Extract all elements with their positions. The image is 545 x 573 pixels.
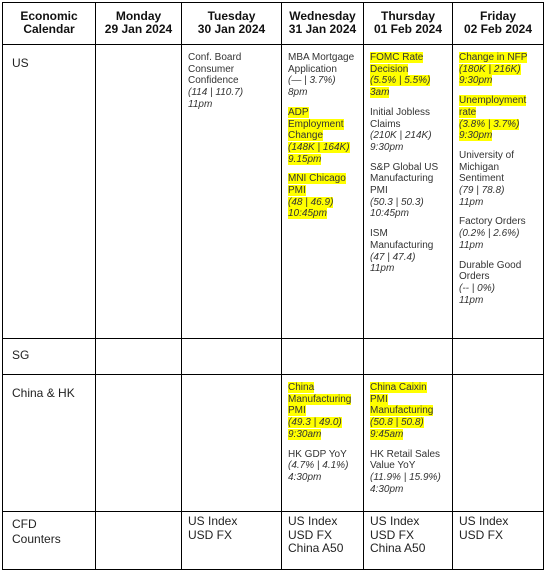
cfd-counter: USD FX — [288, 527, 333, 542]
event-values: (180K | 216K) — [459, 63, 521, 75]
calendar-event — [459, 216, 538, 251]
row-us — [3, 45, 544, 339]
event-title: ISM Manufacturing — [370, 228, 434, 251]
day-name: Wednesday — [289, 9, 356, 23]
day-header-tuesday — [182, 3, 282, 45]
event-title: China Caixin PMI Manufacturing — [370, 382, 434, 417]
cfd-tuesday-cell — [182, 512, 282, 570]
day-header-friday — [453, 3, 544, 45]
event-title: China Manufacturing PMI — [288, 382, 352, 417]
calendar-event — [288, 449, 358, 484]
event-values: (-- | 0%) — [459, 282, 495, 294]
sg-thursday-cell — [364, 339, 453, 375]
event-title: HK GDP YoY — [288, 448, 347, 460]
cfd-monday-cell — [96, 512, 182, 570]
event-values: (114 | 110.7) — [188, 87, 244, 99]
event-values: (48 | 46.9) — [288, 196, 334, 208]
day-date: 02 Feb 2024 — [463, 22, 533, 36]
event-title: S&P Global US Manufacturing PMI — [370, 161, 439, 197]
cfd-thursday-cell — [364, 512, 453, 570]
day-date: 31 Jan 2024 — [288, 22, 357, 36]
calendar-event — [370, 52, 447, 99]
event-time: 11pm — [459, 196, 484, 208]
sg-friday-cell — [453, 339, 544, 375]
calendar-event — [288, 382, 358, 441]
calendar-event — [288, 107, 358, 166]
cfd-wednesday-cell — [282, 512, 364, 570]
cfd-counter: US Index — [288, 514, 338, 528]
china-friday-cell — [453, 375, 544, 512]
day-name: Thursday — [380, 9, 435, 23]
event-time: 11pm — [459, 239, 484, 251]
event-values: (79 | 78.8) — [459, 185, 505, 197]
event-values: (50.3 | 50.3) — [370, 196, 424, 208]
event-title: Factory Orders — [459, 216, 526, 228]
event-time: 4:30pm — [288, 471, 322, 483]
sg-tuesday-cell — [182, 339, 282, 375]
china-monday-cell — [96, 375, 182, 512]
sg-wednesday-cell — [282, 339, 364, 375]
event-title: Durable Good Orders — [459, 259, 522, 283]
day-date: 30 Jan 2024 — [197, 22, 266, 36]
day-name: Monday — [115, 9, 162, 23]
us-friday-cell — [453, 45, 544, 339]
calendar-event — [459, 260, 538, 307]
us-thursday-cell — [364, 45, 453, 339]
day-name: Tuesday — [207, 9, 256, 23]
china-thursday-cell — [364, 375, 453, 512]
cfd-counter: USD FX — [370, 527, 415, 542]
event-time: 10:45pm — [370, 208, 409, 220]
event-title: Change in NFP — [459, 52, 528, 63]
us-monday-cell — [96, 45, 182, 339]
day-date: 29 Jan 2024 — [104, 22, 173, 36]
event-values: (3.8% | 3.7%) — [459, 118, 520, 130]
cfd-label-line1: CFD — [12, 517, 37, 531]
calendar-event — [370, 162, 447, 221]
event-values: (50.8 | 50.8) — [370, 417, 424, 429]
china-tuesday-cell — [182, 375, 282, 512]
row-label-sg: SG — [3, 339, 96, 375]
event-title: University of Michigan Sentiment — [459, 149, 515, 185]
event-time: 4:30pm — [370, 483, 404, 495]
event-values: (47 | 47.4) — [370, 251, 416, 263]
calendar-event — [370, 449, 447, 496]
header-row — [3, 3, 544, 45]
us-wednesday-cell — [282, 45, 364, 339]
calendar-event — [459, 150, 538, 209]
cfd-counter: US Index — [188, 514, 238, 528]
cfd-counter: US Index — [370, 514, 420, 528]
event-values: (0.2% | 2.6%) — [459, 228, 520, 240]
calendar-event — [188, 52, 276, 111]
event-time: 8pm — [288, 87, 308, 99]
event-time: 9:30pm — [459, 130, 493, 142]
calendar-event — [459, 52, 538, 87]
calendar-event — [288, 173, 358, 220]
calendar-event — [459, 95, 538, 142]
corner-line1: Economic — [20, 9, 78, 23]
cfd-counter: China A50 — [370, 541, 426, 555]
economic-calendar-table — [2, 2, 544, 570]
event-values: (49.3 | 49.0) — [288, 417, 342, 429]
us-tuesday-cell — [182, 45, 282, 339]
day-name: Friday — [479, 9, 516, 23]
calendar-event — [370, 382, 447, 441]
row-china-hk — [3, 375, 544, 512]
event-time: 11pm — [370, 263, 395, 275]
calendar-event — [370, 107, 447, 154]
event-time: 10:45pm — [288, 208, 327, 220]
day-date: 01 Feb 2024 — [373, 22, 443, 36]
event-time: 9.15pm — [288, 153, 322, 165]
row-sg — [3, 339, 544, 375]
row-label-cfd — [3, 512, 96, 570]
cfd-counter: USD FX — [188, 527, 233, 542]
row-cfd-counters — [3, 512, 544, 570]
event-time: 9:30am — [288, 428, 322, 440]
cfd-label-line2: Counters — [12, 532, 61, 546]
calendar-event — [370, 228, 447, 275]
day-header-wednesday — [282, 3, 364, 45]
event-time: 9:30pm — [370, 141, 404, 153]
event-title: ADP Employment Change — [288, 106, 344, 142]
event-values: (5.5% | 5.5%) — [370, 75, 431, 87]
day-header-thursday — [364, 3, 453, 45]
event-time: 9:30pm — [459, 75, 493, 87]
cfd-counter: China A50 — [288, 541, 344, 555]
event-title: FOMC Rate Decision — [370, 52, 424, 75]
event-time: 3am — [370, 87, 390, 99]
cfd-counter: US Index — [459, 514, 509, 528]
event-title: Unemployment rate — [459, 95, 527, 118]
event-time: 9:45am — [370, 428, 404, 440]
day-header-monday — [96, 3, 182, 45]
event-title: Initial Jobless Claims — [370, 106, 431, 130]
corner-header — [3, 3, 96, 45]
event-values: (148K | 164K) — [288, 141, 350, 153]
sg-monday-cell — [96, 339, 182, 375]
row-label-china-hk: China & HK — [3, 375, 96, 512]
event-title: HK Retail Sales Value YoY — [370, 448, 441, 472]
event-title: Conf. Board Consumer Confidence — [188, 52, 242, 87]
event-values: (— | 3.7%) — [288, 75, 336, 87]
event-time: 11pm — [459, 294, 484, 306]
event-values: (210K | 214K) — [370, 130, 432, 142]
cfd-friday-cell — [453, 512, 544, 570]
event-title: MBA Mortgage Application — [288, 52, 355, 75]
cfd-counter: USD FX — [459, 527, 504, 542]
corner-line2: Calendar — [23, 22, 75, 36]
event-title: MNI Chicago PMI — [288, 173, 346, 197]
china-wednesday-cell — [282, 375, 364, 512]
calendar-event — [288, 52, 358, 99]
event-values: (4.7% | 4.1%) — [288, 460, 349, 472]
event-time: 11pm — [188, 98, 213, 110]
event-values: (11.9% | 15.9%) — [370, 471, 441, 483]
row-label-us: US — [3, 45, 96, 339]
